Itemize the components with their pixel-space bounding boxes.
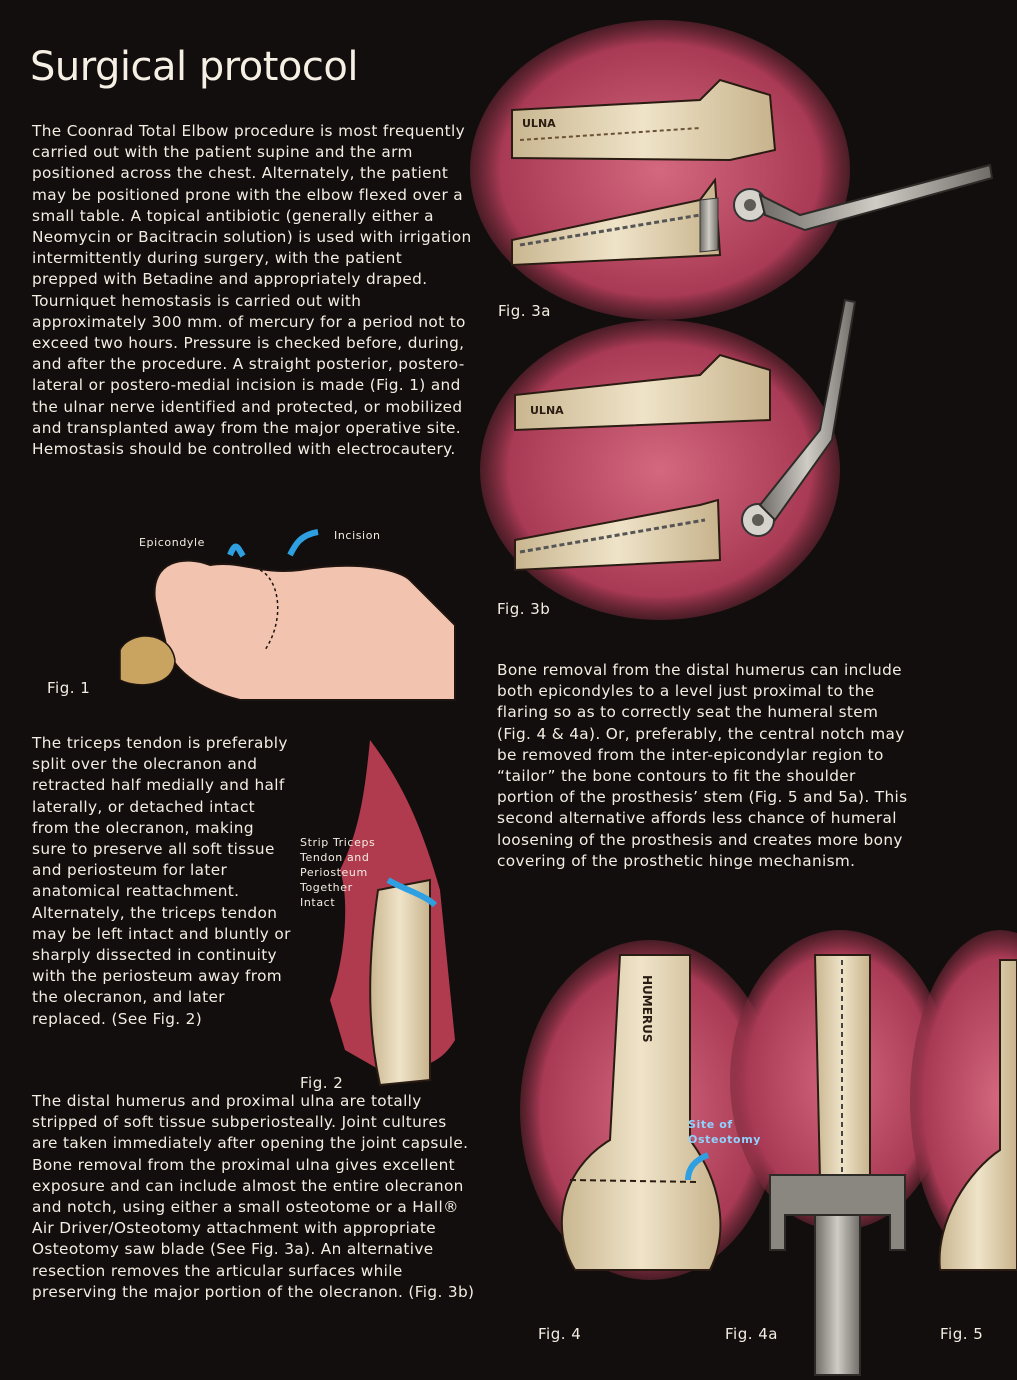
fig1-caption: Fig. 1 [47, 679, 91, 697]
fig2-label-line: Strip Triceps [300, 836, 376, 849]
intro-paragraph: The Coonrad Total Elbow procedure is most frequently carried out with the patient supine and the arm positioned across the chest. Alternately, the patient may be positioned prone with the elbow flexed over a small table. A topical antibiotic (generally either a Neomycin or Bacitracin solution) is used with irrigation intermittently during surgery, with the patient prepped with Betadine and appropriately draped. Tourniquet hemostasis is carried out with approximately 300 mm. of mercury for a period not to exceed two hours. Pressure is checked before, during, and after the procedure. A straight posterior, postero-lateral or postero-medial incision is made (Fig. 1) and the ulnar nerve identified and protected, or mobilized and transplanted away from the major operative site. Hemostasis should be controlled with electrocautery. [32, 122, 472, 459]
figure-3a [470, 20, 992, 320]
fig2-caption: Fig. 2 [300, 1074, 344, 1092]
distal-humerus-paragraph: The distal humerus and proximal ulna are totally stripped of soft tissue subperiosteally. Joint cultures are taken immediately after opening the joint capsule. Bone removal from the proximal ulna gives excellent exposure and can include almost the entire olecranon and notch, using either a small osteotome or a Hall® Air Driver/Osteotomy attachment with appropriate Osteotomy saw blade (See Fig. 3a). An alternative resection removes the articular surfaces while preserving the major portion of the olecranon. (Fig. 3b) [32, 1092, 475, 1301]
fig2-label [300, 835, 375, 910]
figure-3b [480, 300, 855, 620]
fig4-label-line: Osteotomy [688, 1133, 762, 1146]
fig1-incision-label: Incision [334, 529, 381, 542]
fig2-label-line: Together [300, 881, 353, 894]
figure-2 [330, 740, 455, 1085]
figure-5 [910, 930, 1017, 1270]
fig4a-caption: Fig. 4a [725, 1325, 778, 1343]
fig2-label-line: Intact [300, 896, 336, 909]
bone-removal-paragraph: Bone removal from the distal humerus can include both epicondyles to a level just proximal to the flaring so as to correctly seat the humeral stem (Fig. 4 & 4a). Or, preferably, the central notch may be removed from the inter-epicondylar region to “tailor” the bone contours to fit the shoulder portion of the prosthesis’ stem (Fig. 5 and 5a). This second alternative affords less chance of humeral loosening of the prosthesis and creates more bony covering of the prosthetic hinge mechanism. [497, 661, 908, 870]
figure-1 [120, 532, 455, 700]
fig3a-ulna-label: ULNA [522, 117, 556, 130]
fig3b-caption: Fig. 3b [497, 600, 551, 618]
epicondyle-arrow [230, 547, 243, 556]
page-title: Surgical protocol [30, 44, 358, 90]
humerus-label: HUMERUS [640, 975, 654, 1043]
fig2-label-line: Tendon and [300, 851, 370, 864]
fig3a-caption: Fig. 3a [498, 302, 551, 320]
fig5-caption: Fig. 5 [940, 1325, 984, 1343]
fig4-osteotomy-label [688, 1117, 761, 1147]
fig2-label-line: Periosteum [300, 866, 368, 879]
fig4-label-line: Site of [688, 1118, 733, 1131]
incision-arrow [290, 532, 318, 555]
fig3b-ulna-label: ULNA [530, 404, 564, 417]
fig4-caption: Fig. 4 [538, 1325, 582, 1343]
fig1-epicondyle-label: Epicondyle [139, 536, 206, 549]
triceps-paragraph: The triceps tendon is preferably split over the olecranon and retracted half medially and half laterally, or detached intact from the olecranon, making sure to preserve all soft tissue and periosteum for later anatomical reattachment. Alternately, the triceps tendon may be left intact and bluntly or sharply dissected in continuity with the periosteum away from the olecranon, and later replaced. (See Fig. 2) [32, 734, 291, 1028]
